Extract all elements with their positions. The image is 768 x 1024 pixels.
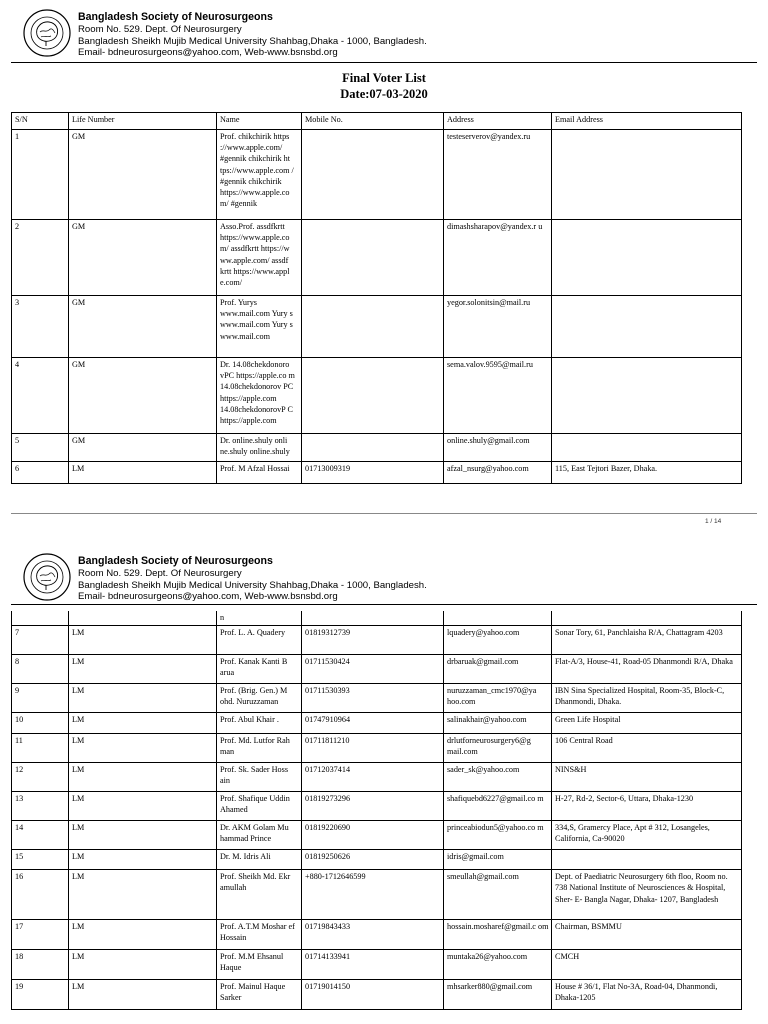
cell-email xyxy=(552,358,742,434)
cell-mobile: 01712037414 xyxy=(302,763,444,792)
cell-sn: 12 xyxy=(12,763,69,792)
cell-email: CMCH xyxy=(552,950,742,980)
cell-mobile xyxy=(302,220,444,296)
table-row xyxy=(12,950,742,980)
page-separator xyxy=(11,513,757,514)
cell-name: n xyxy=(217,611,302,626)
cell-sn: 16 xyxy=(12,870,69,920)
cell-life: GM xyxy=(69,358,217,434)
cell-life: LM xyxy=(69,980,217,1010)
table-row xyxy=(12,462,742,484)
cell-sn: 5 xyxy=(12,434,69,462)
cell-address: online.shuly@gmail.com xyxy=(444,434,552,462)
cell-name: Dr. 14.08chekdonoro vPC https://apple.co m 14.08chekdonorov PC https://apple.com 14.08chekdonorovP C https://apple.com xyxy=(217,358,302,434)
society-seal-icon xyxy=(22,552,72,602)
table-row xyxy=(12,713,742,734)
org-address: Bangladesh Sheikh Mujib Medical University Shahbag,Dhaka - 1000, Bangladesh. xyxy=(78,579,427,591)
cell-address: shafiquebd6227@gmail.co m xyxy=(444,792,552,821)
org-room: Room No. 529. Dept. Of Neurosurgery xyxy=(78,23,242,35)
cell-address: afzal_nsurg@yahoo.com xyxy=(444,462,552,484)
voter-table-page1 xyxy=(11,112,742,484)
org-name: Bangladesh Society of Neurosurgeons xyxy=(78,555,273,567)
document-titles xyxy=(0,70,768,102)
col-header-life-number: Life Number xyxy=(69,113,217,130)
cell-mobile: 01819273296 xyxy=(302,792,444,821)
table-row xyxy=(12,434,742,462)
table-row xyxy=(12,655,742,684)
page1-header xyxy=(0,0,768,59)
document-date: Date:07-03-2020 xyxy=(340,87,428,101)
col-header-mobile: Mobile No. xyxy=(302,113,444,130)
table-row xyxy=(12,792,742,821)
cell-address: yegor.solonitsin@mail.ru xyxy=(444,296,552,358)
cell-life: LM xyxy=(69,850,217,870)
page-indicator: 1 / 14 xyxy=(705,518,722,525)
voter-table-page2 xyxy=(11,611,742,1010)
table-row xyxy=(12,870,742,920)
cell-life: LM xyxy=(69,870,217,920)
document-title: Final Voter List xyxy=(342,71,426,85)
table-row xyxy=(12,130,742,220)
cell-mobile: 01819312739 xyxy=(302,626,444,655)
cell-name: Prof. chikchirik https ://www.apple.com/ #gennik chikchirik ht tps://www.apple.com / #gennik chikchirik https://www.apple.co m/ #gennik xyxy=(217,130,302,220)
cell-sn: 9 xyxy=(12,684,69,713)
cell-name: Prof. M.M Ehsanul Haque xyxy=(217,950,302,980)
header-divider xyxy=(11,62,757,63)
org-contact: Email- bdneurosurgeons@yahoo.com, Web-www.bsnsbd.org xyxy=(78,591,338,603)
table-header-row xyxy=(12,113,742,130)
cell-address: lquadery@yahoo.com xyxy=(444,626,552,655)
table-row xyxy=(12,296,742,358)
cell-sn: 15 xyxy=(12,850,69,870)
cell-name: Prof. (Brig. Gen.) M ohd. Nuruzzaman xyxy=(217,684,302,713)
cell-name: Dr. M. Idris Ali xyxy=(217,850,302,870)
table-row xyxy=(12,626,742,655)
cell-mobile xyxy=(302,130,444,220)
cell-name: Prof. Mainul Haque Sarker xyxy=(217,980,302,1010)
cell-life: LM xyxy=(69,655,217,684)
cell-email: Flat-A/3, House-41, Road-05 Dhanmondi R/A, Dhaka xyxy=(552,655,742,684)
cell-name: Prof. Md. Lutfor Rah man xyxy=(217,734,302,763)
cell-email xyxy=(552,220,742,296)
cell-name: Prof. L. A. Quadery xyxy=(217,626,302,655)
cell-email: Dept. of Paediatric Neurosurgery 6th floo, Room no. 738 National Institute of Neurosciences & Hospital, Sher- E- Bangla Nagar, Dhaka- 1207, Bangladesh xyxy=(552,870,742,920)
cell-life: LM xyxy=(69,821,217,850)
table-row xyxy=(12,821,742,850)
cell-name: Prof. Shafique Uddin Ahamed xyxy=(217,792,302,821)
cell-mobile: 01747910964 xyxy=(302,713,444,734)
cell-address: muntaka26@yahoo.com xyxy=(444,950,552,980)
cell-life: GM xyxy=(69,296,217,358)
org-room: Room No. 529. Dept. Of Neurosurgery xyxy=(78,567,242,579)
cell-mobile: 01713009319 xyxy=(302,462,444,484)
cell-email: 334,S, Gramercy Place, Apt # 312, Losangeles, California, Ca-90020 xyxy=(552,821,742,850)
table-row xyxy=(12,850,742,870)
cell-name: Prof. Yurys www.mail.com Yury s www.mail.com Yury s www.mail.com xyxy=(217,296,302,358)
cell-email xyxy=(552,130,742,220)
cell-life: LM xyxy=(69,684,217,713)
cell-mobile: 01819250626 xyxy=(302,850,444,870)
cell-life: LM xyxy=(69,920,217,950)
cell-life: LM xyxy=(69,763,217,792)
col-header-email: Email Address xyxy=(552,113,742,130)
cell-email: House # 36/1, Flat No-3A, Road-04, Dhanmondi, Dhaka-1205 xyxy=(552,980,742,1010)
cell-mobile: 01714133941 xyxy=(302,950,444,980)
cell-address: smeullah@gmail.com xyxy=(444,870,552,920)
org-info xyxy=(78,556,427,603)
cell-email xyxy=(552,296,742,358)
cell-address: mhsarker880@gmail.com xyxy=(444,980,552,1010)
cell-sn: 14 xyxy=(12,821,69,850)
cell-sn: 18 xyxy=(12,950,69,980)
cell-name: Asso.Prof. assdfkrtt https://www.apple.co m/ assdfkrtt https://w ww.apple.com/ assdf krtt https://www.appl e.com/ xyxy=(217,220,302,296)
cell-name: Prof. Kanak Kanti B arua xyxy=(217,655,302,684)
cell-email: Chairman, BSMMU xyxy=(552,920,742,950)
cell-mobile: 01711811210 xyxy=(302,734,444,763)
cell-mobile xyxy=(302,434,444,462)
cell-name: Prof. M Afzal Hossai xyxy=(217,462,302,484)
cell-sn: 19 xyxy=(12,980,69,1010)
cell-sn: 17 xyxy=(12,920,69,950)
cell-address: hossain.mosharef@gmail.c om xyxy=(444,920,552,950)
org-info xyxy=(78,12,427,59)
header-divider xyxy=(11,604,757,605)
table-row xyxy=(12,763,742,792)
cell-mobile: 01719843433 xyxy=(302,920,444,950)
cell-address xyxy=(444,611,552,626)
cell-email: 115, East Tejtori Bazer, Dhaka. xyxy=(552,462,742,484)
cell-life: GM xyxy=(69,130,217,220)
cell-life xyxy=(69,611,217,626)
cell-sn: 13 xyxy=(12,792,69,821)
cell-life: LM xyxy=(69,792,217,821)
cell-email xyxy=(552,611,742,626)
cell-mobile: +880-1712646599 xyxy=(302,870,444,920)
table-row xyxy=(12,220,742,296)
cell-name: Dr. AKM Golam Mu hammad Prince xyxy=(217,821,302,850)
cell-mobile xyxy=(302,611,444,626)
org-address: Bangladesh Sheikh Mujib Medical University Shahbag,Dhaka - 1000, Bangladesh. xyxy=(78,35,427,47)
cell-mobile: 01711530424 xyxy=(302,655,444,684)
page2-header xyxy=(0,544,768,603)
cell-email: NINS&H xyxy=(552,763,742,792)
cell-sn: 10 xyxy=(12,713,69,734)
cell-address: princeabiodun5@yahoo.co m xyxy=(444,821,552,850)
cell-email: Sonar Tory, 61, Panchlaisha R/A, Chattagram 4203 xyxy=(552,626,742,655)
col-header-address: Address xyxy=(444,113,552,130)
cell-sn: 1 xyxy=(12,130,69,220)
cell-sn: 4 xyxy=(12,358,69,434)
cell-name: Dr. online.shuly onli ne.shuly online.shuly xyxy=(217,434,302,462)
cell-address: drlutforneurosurgery6@g mail.com xyxy=(444,734,552,763)
society-seal-icon xyxy=(22,8,72,58)
cell-address: sema.valov.9595@mail.ru xyxy=(444,358,552,434)
org-contact: Email- bdneurosurgeons@yahoo.com, Web-www.bsnsbd.org xyxy=(78,47,338,59)
cell-email: Green Life Hospital xyxy=(552,713,742,734)
cell-name: Prof. Abul Khair . xyxy=(217,713,302,734)
cell-name: Prof. Sheikh Md. Ekr amullah xyxy=(217,870,302,920)
cell-name: Prof. Sk. Sader Hoss ain xyxy=(217,763,302,792)
cell-address: nuruzzaman_cmc1970@ya hoo.com xyxy=(444,684,552,713)
cell-life: LM xyxy=(69,734,217,763)
cell-address: drbaruak@gmail.com xyxy=(444,655,552,684)
cell-email: IBN Sina Specialized Hospital, Room-35, Block-C, Dhanmondi, Dhaka. xyxy=(552,684,742,713)
cell-sn: 11 xyxy=(12,734,69,763)
cell-name: Prof. A.T.M Moshar ef Hossain xyxy=(217,920,302,950)
table-row xyxy=(12,980,742,1010)
cell-life: GM xyxy=(69,220,217,296)
table-row xyxy=(12,684,742,713)
cell-life: LM xyxy=(69,462,217,484)
cell-life: LM xyxy=(69,950,217,980)
cell-mobile: 01719014150 xyxy=(302,980,444,1010)
cell-sn: 2 xyxy=(12,220,69,296)
cell-life: LM xyxy=(69,713,217,734)
cell-address: testeserverov@yandex.ru xyxy=(444,130,552,220)
cell-email xyxy=(552,434,742,462)
col-header-name: Name xyxy=(217,113,302,130)
cell-mobile xyxy=(302,296,444,358)
cell-email: 106 Central Road xyxy=(552,734,742,763)
table-row xyxy=(12,358,742,434)
cell-mobile: 01711530393 xyxy=(302,684,444,713)
cell-email: H-27, Rd-2, Sector-6, Uttara, Dhaka-1230 xyxy=(552,792,742,821)
cell-address: idris@gmail.com xyxy=(444,850,552,870)
table-row xyxy=(12,920,742,950)
cell-life: LM xyxy=(69,626,217,655)
cell-sn xyxy=(12,611,69,626)
cell-sn: 8 xyxy=(12,655,69,684)
col-header-sn: S/N xyxy=(12,113,69,130)
cell-life: GM xyxy=(69,434,217,462)
cell-address: dimashsharapov@yandex.r u xyxy=(444,220,552,296)
cell-address: sader_sk@yahoo.com xyxy=(444,763,552,792)
cell-email xyxy=(552,850,742,870)
table-row xyxy=(12,734,742,763)
org-name: Bangladesh Society of Neurosurgeons xyxy=(78,11,273,23)
cell-mobile xyxy=(302,358,444,434)
table-row-continuation xyxy=(12,611,742,626)
cell-sn: 6 xyxy=(12,462,69,484)
cell-sn: 3 xyxy=(12,296,69,358)
cell-address: salinakhair@yahoo.com xyxy=(444,713,552,734)
cell-mobile: 01819220690 xyxy=(302,821,444,850)
cell-sn: 7 xyxy=(12,626,69,655)
